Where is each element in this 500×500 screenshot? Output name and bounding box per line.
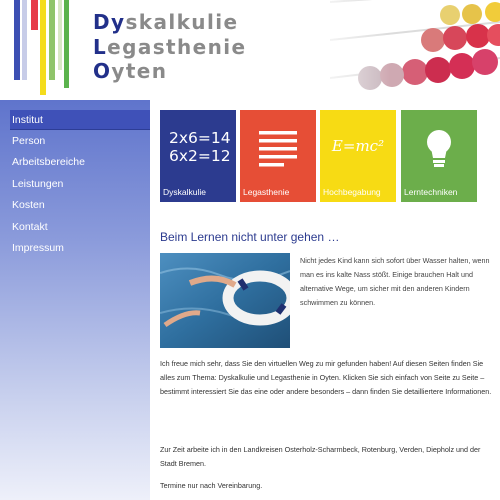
- formula-text: E=mc²: [331, 137, 385, 155]
- swimming-photo: [160, 253, 290, 348]
- nav-item-leistungen[interactable]: Leistungen: [12, 178, 64, 190]
- nav-item-kontakt[interactable]: Kontakt: [12, 221, 48, 233]
- site-logo[interactable]: Dyskalkulie Legasthenie Oyten: [93, 10, 247, 83]
- lightbulb-icon: [401, 124, 477, 184]
- nav-item-person[interactable]: Person: [12, 135, 46, 147]
- math-equations: 2x6=14 6x2=12: [169, 129, 231, 165]
- nav-item-impressum[interactable]: Impressum: [12, 242, 64, 254]
- nav-item-institut[interactable]: Institut: [10, 110, 150, 130]
- page-heading: Beim Lernen nicht unter gehen …: [160, 230, 340, 244]
- region-paragraph: Zur Zeit arbeite ich in den Landkreisen Osterholz-Scharmbeck, Rotenburg, Verden, Diepholz und der Stadt Bremen.: [160, 445, 481, 468]
- tile-legasthenie[interactable]: [240, 110, 316, 202]
- nav-item-arbeitsbereiche[interactable]: Arbeitsbereiche: [12, 156, 85, 168]
- colored-pencils-graphic: [14, 0, 84, 95]
- header-banner: [0, 0, 500, 100]
- appointment-note: Termine nur nach Vereinbarung.: [160, 481, 263, 490]
- welcome-paragraph: Ich freue mich sehr, dass Sie den virtuellen Weg zu mir gefunden haben! Auf diesen Seiten finden Sie alles zum Thema: Dyskalkulie und Legasthenie in Oyten. Klicken Sie sich einfach von Seite zu Seite – bestimmt interessiert Sie das eine oder andere besonders – dann finden Sie detailliertere Informationen.: [160, 359, 492, 396]
- tile-lerntechniken[interactable]: [401, 110, 477, 202]
- tile-label: Hochbegabung: [323, 187, 381, 197]
- intro-text: Nicht jedes Kind kann sich sofort über Wasser halten, wenn man es ins kalte Nass stößt. Einige brauchen Halt und alternative Wege, um sicher mit den anderen Kindern schwimmen zu können.: [300, 256, 490, 307]
- tile-dyskalkulie[interactable]: [160, 110, 236, 202]
- text-lines-icon: [240, 124, 316, 184]
- nav-item-kosten[interactable]: Kosten: [12, 199, 45, 211]
- tile-label: Legasthenie: [243, 187, 290, 197]
- tile-hochbegabung[interactable]: [320, 110, 396, 202]
- tile-label: Lerntechniken: [404, 187, 458, 197]
- tile-label: Dyskalkulie: [163, 187, 206, 197]
